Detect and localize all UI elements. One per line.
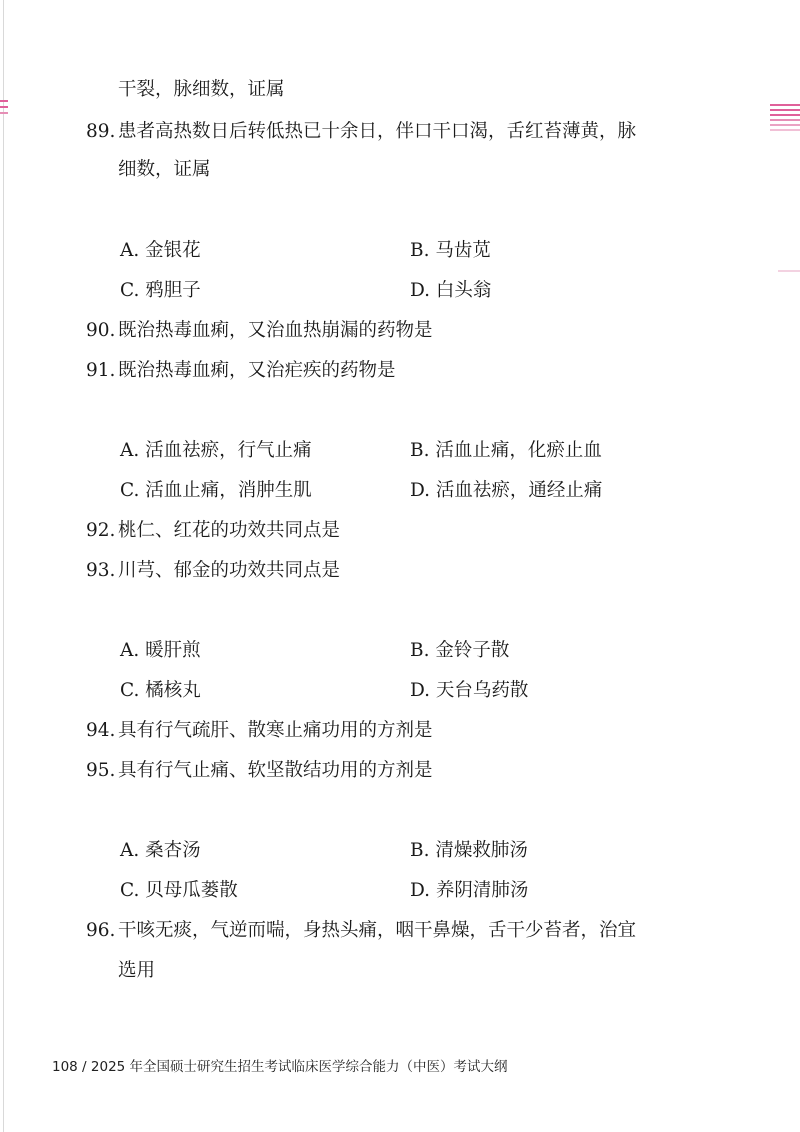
question-96-text: 干咳无痰，气逆而喘，身热头痛，咽干鼻燥，舌干少苔者，治宜: [118, 920, 637, 941]
right-margin-mark: [778, 270, 800, 272]
page-edge-line: [3, 0, 4, 1132]
option-c: C. 活血止痛，消肿生肌: [120, 480, 312, 501]
question-94-text: 具有行气疏肝、散寒止痛功用的方剂是: [118, 720, 433, 741]
question-number: 90.: [86, 320, 116, 341]
option-d: D. 活血祛瘀，通经止痛: [410, 480, 603, 501]
question-89-text-cont: 细数，证属: [118, 159, 211, 180]
question-93-text: 川芎、郁金的功效共同点是: [118, 560, 341, 581]
option-c: C. 鸦胆子: [120, 280, 201, 301]
question-number: 95.: [86, 760, 116, 781]
right-margin-mark: [770, 109, 800, 111]
page-footer: 108 / 2025 年全国硕士研究生招生考试临床医学综合能力（中医）考试大纲: [52, 1059, 508, 1075]
option-a: A. 活血祛瘀，行气止痛: [120, 440, 312, 461]
question-number: 94.: [86, 720, 116, 741]
option-b: B. 金铃子散: [410, 640, 510, 661]
option-a: A. 桑杏汤: [120, 840, 201, 861]
left-margin-mark: [0, 100, 8, 102]
option-d: D. 白头翁: [410, 280, 492, 301]
option-d: D. 养阴清肺汤: [410, 880, 529, 901]
option-b: B. 马齿苋: [410, 240, 491, 261]
question-95-text: 具有行气止痛、软坚散结功用的方剂是: [118, 760, 433, 781]
question-96-text-cont: 选用: [118, 960, 156, 981]
question-number: 89.: [86, 121, 116, 142]
right-margin-mark: [770, 114, 800, 116]
question-90-text: 既治热毒血痢，又治血热崩漏的药物是: [118, 320, 433, 341]
option-b: B. 清燥救肺汤: [410, 840, 528, 861]
option-c: C. 橘核丸: [120, 680, 201, 701]
right-margin-mark: [770, 119, 800, 121]
option-c: C. 贝母瓜蒌散: [120, 880, 238, 901]
question-number: 91.: [86, 360, 116, 381]
question-number: 96.: [86, 920, 116, 941]
right-margin-mark: [770, 129, 800, 131]
left-margin-mark: [0, 112, 8, 114]
question-number: 93.: [86, 560, 116, 581]
question-92-text: 桃仁、红花的功效共同点是: [118, 520, 341, 541]
option-a: A. 暖肝煎: [120, 640, 201, 661]
question-89-text: 患者高热数日后转低热已十余日，伴口干口渴，舌红苔薄黄，脉: [118, 121, 637, 142]
left-margin-mark: [0, 106, 8, 108]
right-margin-mark: [770, 104, 800, 106]
right-margin-mark: [770, 124, 800, 126]
question-number: 92.: [86, 520, 116, 541]
question-91-text: 既治热毒血痢，又治疟疾的药物是: [118, 360, 396, 381]
option-d: D. 天台乌药散: [410, 680, 529, 701]
question-88-tail: 干裂，脉细数，证属: [118, 79, 285, 100]
option-b: B. 活血止痛，化瘀止血: [410, 440, 602, 461]
option-a: A. 金银花: [120, 240, 201, 261]
